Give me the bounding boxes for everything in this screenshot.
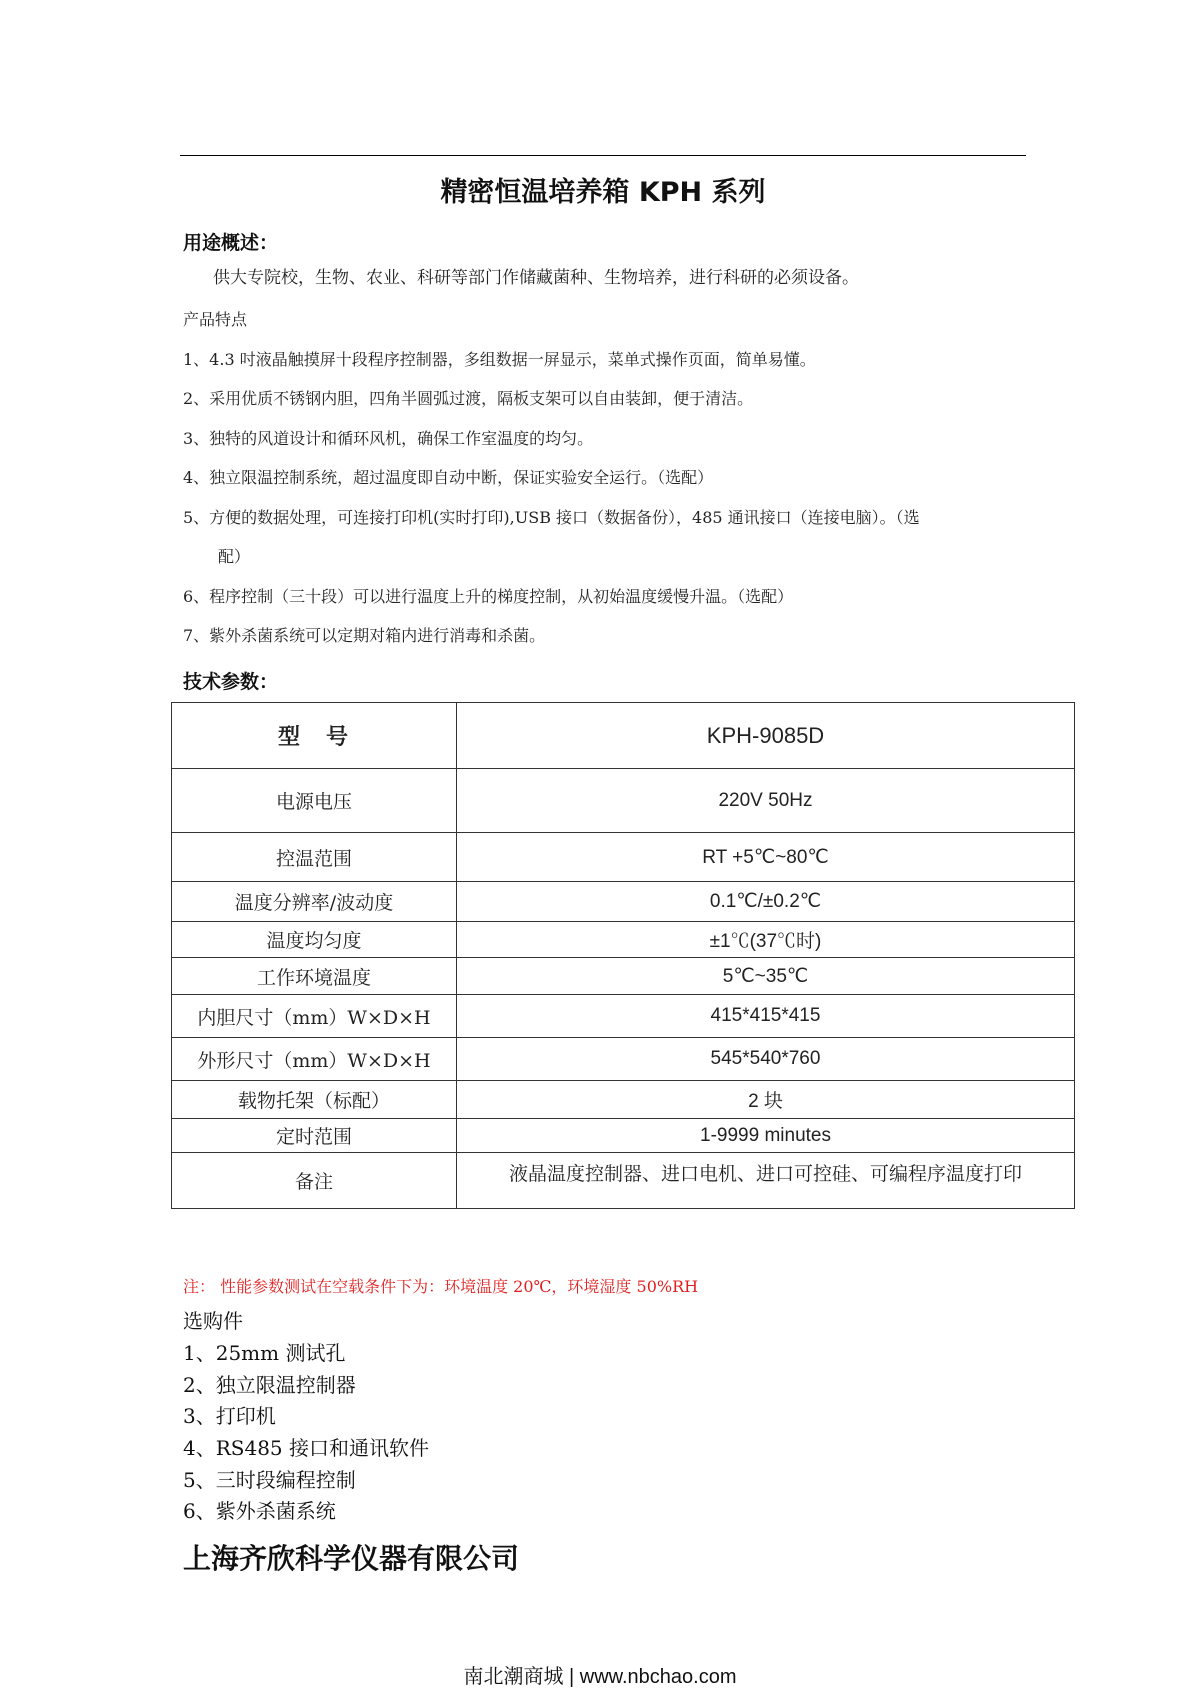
top-rule: [180, 155, 1026, 156]
spec-label: 温度均匀度: [172, 922, 457, 958]
spec-value: 2 块: [457, 1081, 1075, 1119]
table-row: [172, 1153, 1075, 1209]
table-row: [172, 882, 1075, 922]
spec-label: 备注: [172, 1153, 457, 1209]
spec-value: 0.1℃/±0.2℃: [457, 882, 1075, 922]
spec-value: RT +5℃~80℃: [457, 833, 1075, 882]
spec-label: 型 号: [172, 703, 457, 769]
spec-label: 定时范围: [172, 1119, 457, 1153]
option-item-2: 2、独立限温控制器: [183, 1373, 356, 1397]
feature-item-2: 2、采用优质不锈钢内胆，四角半圆弧过渡，隔板支架可以自由装卸，便于清洁。: [183, 389, 754, 408]
spec-value: 5℃~35℃: [457, 958, 1075, 995]
table-row: [172, 703, 1075, 769]
spec-label: 外形尺寸（mm）W×D×H: [172, 1038, 457, 1081]
feature-item-4: 4、独立限温控制系统，超过温度即自动中断，保证实验安全运行。（选配）: [183, 468, 714, 487]
usage-text: 供大专院校，生物、农业、科研等部门作储藏菌种、生物培养，进行科研的必须设备。: [213, 268, 859, 288]
table-row: [172, 995, 1075, 1038]
feature-item-7: 7、紫外杀菌系统可以定期对箱内进行消毒和杀菌。: [183, 626, 546, 645]
option-item-4: 4、RS485 接口和通讯软件: [183, 1436, 430, 1460]
table-row: [172, 958, 1075, 995]
table-row: [172, 1081, 1075, 1119]
feature-item-6: 6、程序控制（三十段）可以进行温度上升的梯度控制，从初始温度缓慢升温。（选配）: [183, 587, 794, 606]
spec-label: 载物托架（标配）: [172, 1081, 457, 1119]
spec-label: 控温范围: [172, 833, 457, 882]
options-heading: 选购件: [183, 1309, 243, 1333]
spec-value: KPH-9085D: [457, 703, 1075, 769]
spec-table: [171, 702, 1075, 1209]
spec-value: 液晶温度控制器、进口电机、进口可控硅、可编程序温度打印: [457, 1153, 1075, 1209]
features-heading: 产品特点: [183, 310, 248, 329]
feature-item-1: 1、4.3 吋液晶触摸屏十段程序控制器，多组数据一屏显示，菜单式操作页面，简单易懂。: [183, 350, 816, 369]
option-item-1: 1、25mm 测试孔: [183, 1341, 346, 1365]
usage-heading: 用途概述：: [183, 232, 279, 254]
feature-item-3: 3、独特的风道设计和循环风机，确保工作室温度的均匀。: [183, 429, 594, 448]
option-item-5: 5、三时段编程控制: [183, 1468, 356, 1492]
spec-label: 电源电压: [172, 769, 457, 833]
spec-value: 220V 50Hz: [457, 769, 1075, 833]
table-row: [172, 833, 1075, 882]
table-row: [172, 769, 1075, 833]
table-row: [172, 1119, 1075, 1153]
option-item-3: 3、打印机: [183, 1404, 276, 1428]
footer-site-link[interactable]: 南北潮商城 | www.nbchao.com: [463, 1666, 737, 1688]
company-name: 上海齐欣科学仪器有限公司: [183, 1542, 520, 1575]
spec-value: 415*415*415: [457, 995, 1075, 1038]
specs-heading: 技术参数：: [183, 671, 279, 693]
option-item-6: 6、紫外杀菌系统: [183, 1499, 336, 1523]
spec-value: 545*540*760: [457, 1038, 1075, 1081]
spec-value: ±1℃(37℃时): [457, 922, 1075, 958]
table-row: [172, 1038, 1075, 1081]
spec-label: 温度分辨率/波动度: [172, 882, 457, 922]
feature-item-5: 5、方便的数据处理，可连接打印机(实时打印),USB 接口（数据备份），485 通讯接口（连接电脑）。（选: [183, 508, 920, 527]
spec-label: 工作环境温度: [172, 958, 457, 995]
feature-item-5-cont: 配）: [218, 547, 251, 566]
table-row: [172, 922, 1075, 958]
spec-label: 内胆尺寸（mm）W×D×H: [172, 995, 457, 1038]
test-condition-note: 注： 性能参数测试在空载条件下为：环境温度 20℃，环境湿度 50%RH: [183, 1277, 699, 1296]
page-title: 精密恒温培养箱 KPH 系列: [440, 177, 766, 208]
spec-value: 1-9999 minutes: [457, 1119, 1075, 1153]
